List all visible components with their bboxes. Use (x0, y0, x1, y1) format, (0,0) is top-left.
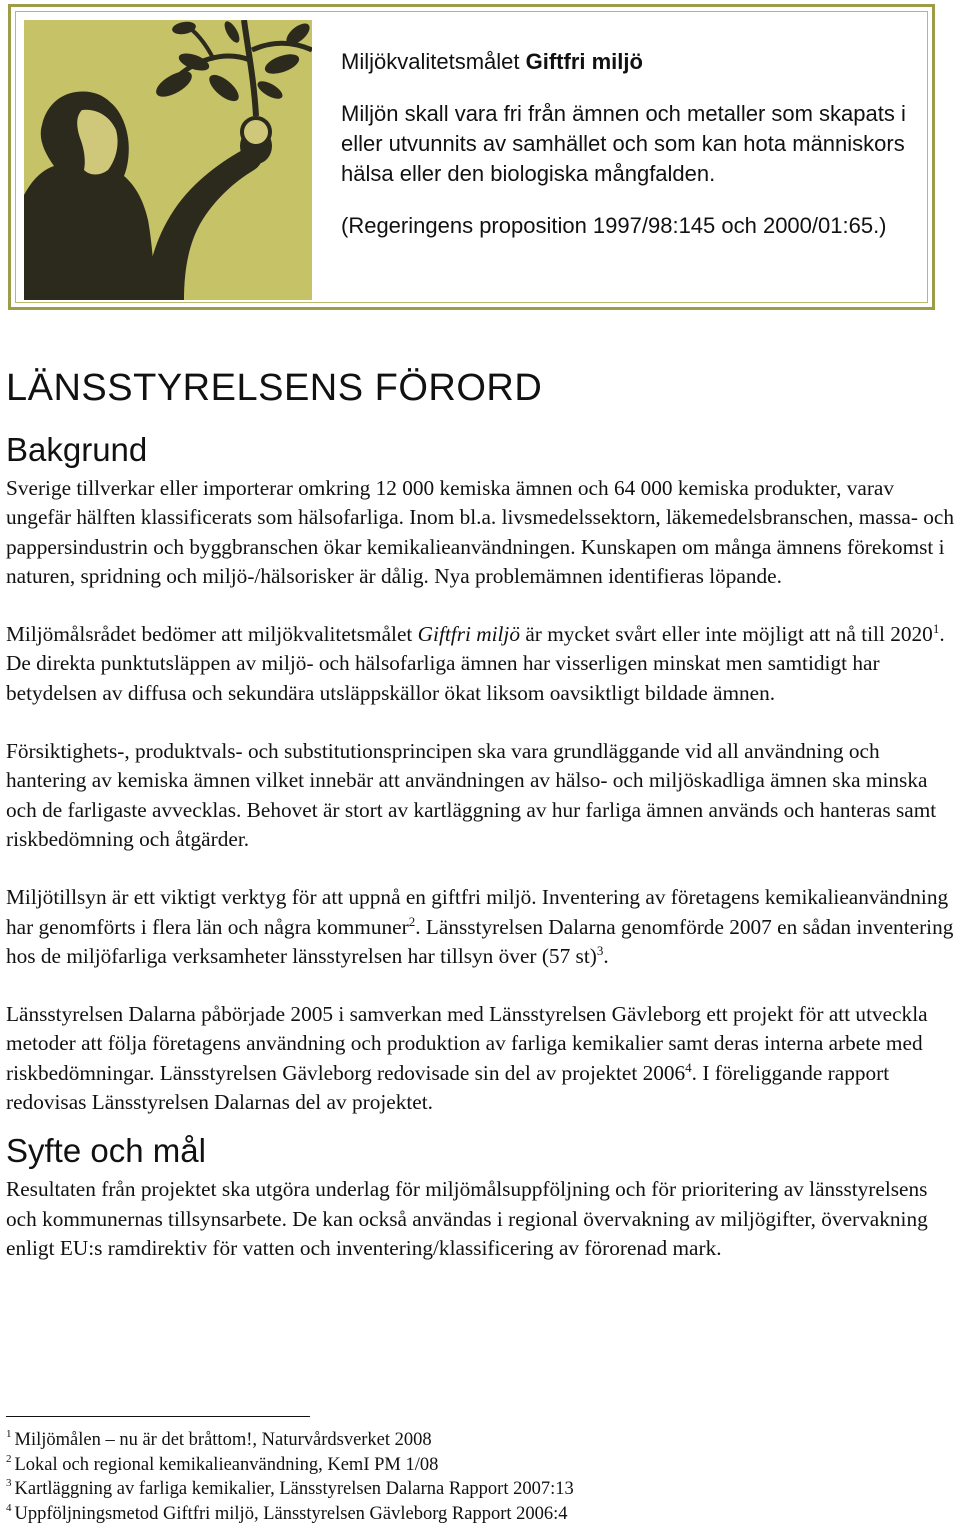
p5-text-a: Länsstyrelsen Dalarna påbörjade 2005 i samverkan med Länsstyrelsen Gävleborg ett projekt för att utveckla metoder att följa företagens användning och produktion av farliga kemikalier samt deras interna arbete med riskbedömningar. Länsstyrelsen Gävleborg redovisade sin del av projektet 2006 (6, 1002, 928, 1085)
footnote-1 (6, 1428, 906, 1453)
footnote-text: Lokal och regional kemikalieanvändning, KemI PM 1/08 (14, 1454, 439, 1475)
person-holding-apple-branch-illustration (24, 20, 312, 300)
p4-text-b: . Länsstyrelsen Dalarna genomförde 2007 en sådan inventering hos de miljöfarliga verksamheter länsstyrelsen har tillsyn över (57 st) (6, 914, 954, 968)
footnote-2 (6, 1453, 906, 1478)
p5-text-b: . I föreliggande rapport redovisas Länsstyrelsen Dalarnas del av projektet. (6, 1060, 890, 1115)
goal-title-name: Giftfri miljö (525, 49, 643, 74)
background-paragraph-2 (6, 620, 956, 708)
foreword-content (6, 360, 956, 1292)
background-paragraph-4 (6, 883, 956, 971)
p4-text-a: Miljötillsyn är ett viktigt verktyg för att uppnå en giftfri miljö. Inventering av företagens kemikalieanvändning har genomförts i flera län och några kommuner (6, 885, 949, 939)
footnote-3 (6, 1477, 906, 1502)
p2-text-a: Miljömålsrådet bedömer att miljökvalitetsmålet (6, 622, 418, 647)
goal-title-prefix: Miljökvalitetsmålet (341, 49, 526, 74)
goal-description: Miljön skall vara fri från ämnen och metaller som skapats i eller utvunnits av samhället och som kan hota människors hälsa eller den biologiska mångfalden. (341, 101, 906, 186)
footnote-divider (6, 1416, 310, 1417)
footnote-number: 3 (6, 1477, 12, 1490)
p2-text-b: är mycket svårt eller inte möjligt att nå till 2020 (520, 622, 933, 647)
footnotes (6, 1428, 906, 1526)
footnote-number: 1 (6, 1428, 12, 1441)
background-paragraph-3: Försiktighets-, produktvals- och substitutionsprincipen ska vara grundläggande vid all användning och hantering av kemiska ämnen vilket innebär att användningen av hälso- och miljöskadliga ämnen ska minska och de farligaste avvecklas. Behovet är stort av kartläggning av hur farliga ämnen används och hanteras samt riskbedömning och åtgärder. (6, 739, 937, 851)
background-paragraph-5 (6, 1000, 956, 1117)
foreword-title: LÄNSSTYRELSENS FÖRORD (6, 367, 543, 409)
purpose-heading: Syfte och mål (6, 1132, 206, 1170)
p2-goal-name: Giftfri miljö (417, 622, 520, 647)
background-paragraph-1: Sverige tillverkar eller importerar omkring 12 000 kemiska ämnen och 64 000 kemiska produkter, varav ungefär hälften klassificerats som hälsofarliga. Inom bl.a. livsmedelssektorn, läkemedelsbranschen, massa- och pappersindustrin och byggbranschen ökar kemikalieanvändningen. Kunskapen om många ämnens förekomst i naturen, spridning och miljö-/hälsorisker är dålig. Nya problemämnen identifieras löpande. (6, 476, 955, 588)
p2-text-c: . De direkta punktutsläppen av miljö- och hälsofarliga ämnen har visserligen minskat men samtidigt har betydelsen av diffusa och sekundära utsläppskällor ökat liksom oavsiktligt bildade ämnen. (6, 622, 945, 705)
footnote-4 (6, 1502, 906, 1527)
footnote-text: Miljömålen – nu är det bråttom!, Naturvårdsverket 2008 (14, 1430, 432, 1450)
footnote-ref-4: 4 (685, 1059, 692, 1075)
footnote-ref-1: 1 (932, 621, 940, 637)
purpose-paragraph: Resultaten från projektet ska utgöra underlag för miljömålsuppföljning och för prioritering av länsstyrelsens och kommunernas tillsynsarbete. De kan också användas i regional övervakning av miljögifter, övervakning enligt EU:s ramdirektiv för vatten och inventering/klassificering av förorenad mark. (6, 1177, 928, 1260)
footnote-text: Uppföljningsmetod Giftfri miljö, Länsstyrelsen Gävleborg Rapport 2006:4 (14, 1503, 568, 1524)
footnote-ref-3: 3 (596, 943, 604, 959)
background-heading: Bakgrund (6, 431, 148, 468)
footnote-ref-2: 2 (408, 913, 416, 929)
footnote-text: Kartläggning av farliga kemikalier, Länsstyrelsen Dalarna Rapport 2007:13 (14, 1479, 574, 1499)
goal-text-block (341, 47, 926, 241)
footnote-number: 4 (6, 1501, 12, 1514)
footnote-number: 2 (6, 1452, 12, 1465)
environmental-goal-box (8, 4, 935, 310)
goal-title (341, 47, 926, 77)
goal-reference: (Regeringens proposition 1997/98:145 och 2000/01:65.) (341, 213, 887, 238)
p4-text-c: . (603, 943, 609, 968)
